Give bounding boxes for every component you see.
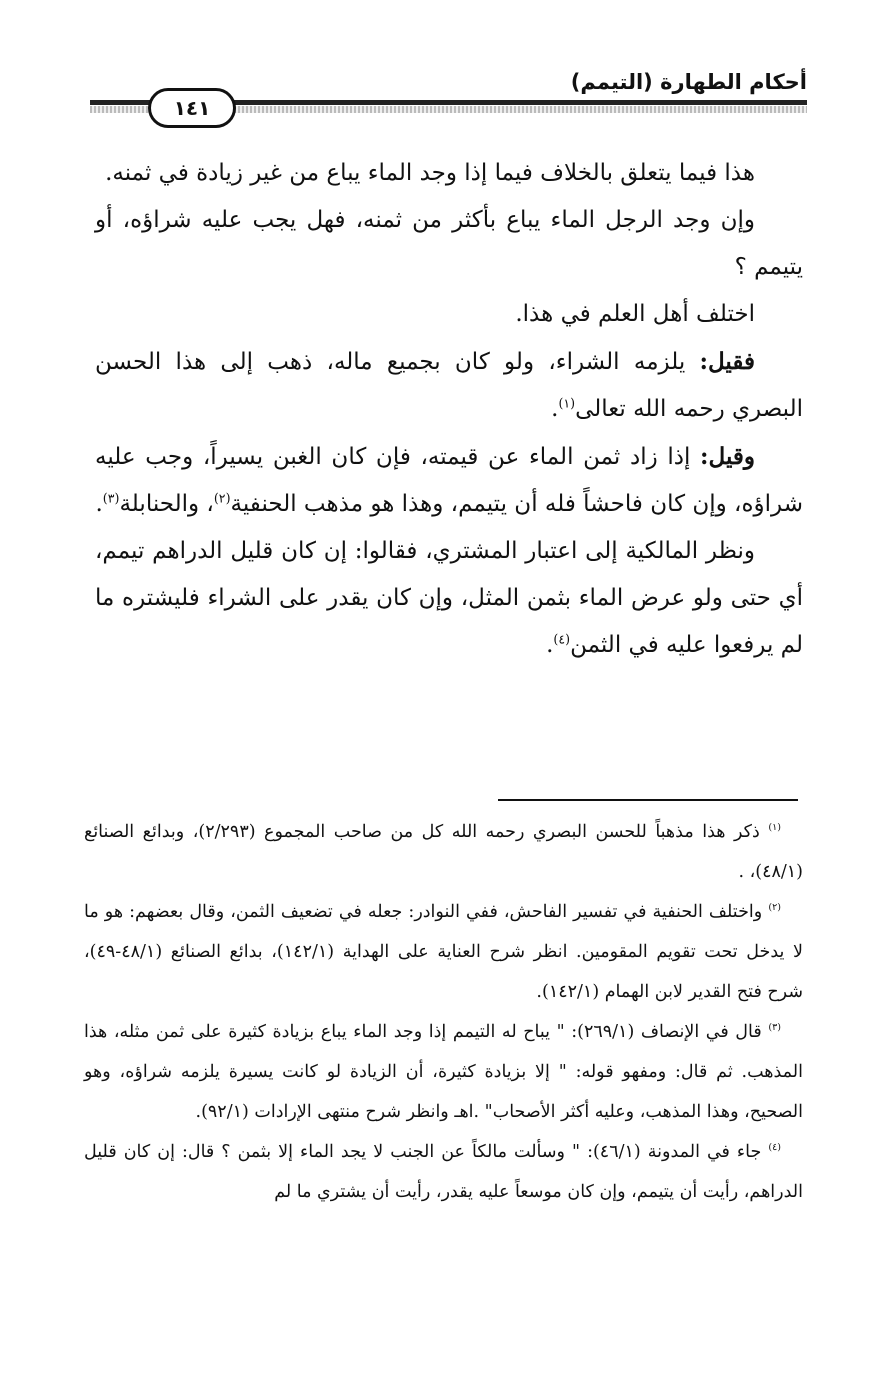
paragraph-6-text: ونظر المالكية إلى اعتبار المشتري، فقالوا: إن كان قليل الدراهم تيمم، أي حتى ولو عرض الماء بثمن المثل، وإن كان يقدر على الشراء فليشتره ما لم يرفعوا عليه في الثمن: [95, 538, 803, 658]
footnote-3: [84, 1012, 803, 1132]
paragraph-6: [95, 528, 803, 669]
footnote-ref-1: (١): [558, 395, 576, 411]
footnote-1-text: ذكر هذا مذهباً للحسن البصري رحمه الله كل من صاحب المجموع (٢/٢٩٣)، وبدائع الصنائع (٤٨/١)، .: [84, 822, 803, 882]
footnote-4-ref: (٤): [768, 1142, 781, 1154]
running-header-title: أحكام الطهارة (التيمم): [570, 70, 807, 94]
footnote-4: [84, 1132, 803, 1212]
paragraph-1: هذا فيما يتعلق بالخلاف فيما إذا وجد الماء يباع من غير زيادة في ثمنه.: [105, 160, 755, 186]
paragraph-4-text: يلزمه الشراء، ولو كان بجميع ماله، ذهب إلى هذا الحسن البصري رحمه الله تعالى: [95, 349, 803, 422]
footnote-3-ref: (٣): [768, 1022, 781, 1034]
paragraph-4-end: .: [551, 396, 559, 422]
paragraph-5-text-b: ، والحنابلة: [119, 491, 214, 517]
paragraph-2: وإن وجد الرجل الماء يباع بأكثر من ثمنه، فهل يجب عليه شراؤه، أو يتيمم ؟: [95, 207, 803, 280]
paragraph-5: [95, 433, 803, 528]
footnote-1: [84, 812, 803, 892]
footnote-2-text: واختلف الحنفية في تفسير الفاحش، ففي النوادر: جعله في تضعيف الثمن، وقال بعضهم: هو ما لا يدخل تحت تقويم المقومين. انظر شرح العناية على الهداية (١٤٢/١)، بدائع الصنائع (٤٨/١-٤٩)، شرح فتح القدير لابن الهمام (١٤٢/١).: [84, 902, 804, 1002]
footnote-separator: [498, 799, 798, 801]
paragraph-5-label: وقيل:: [700, 443, 755, 470]
footnote-3-text: قال في الإنصاف (٢٦٩/١): " يباح له التيمم إذا وجد الماء يباع بزيادة كثيرة على ثمن مثله، هذا المذهب. ثم قال: ومفهو قوله: " إلا بزيادة كثيرة، أن الزيادة لو كانت يسيرة يلزمه شراؤه، وهو الصحيح، وهذا المذهب، وعليه أكثر الأصحاب" .اهـ وانظر شرح منتهى الإرادات (٩٢/١).: [84, 1022, 803, 1122]
main-text: [95, 150, 803, 669]
footnote-2-ref: (٢): [768, 902, 781, 914]
paragraph-6-end: .: [546, 632, 554, 658]
footnote-ref-4: (٤): [553, 631, 571, 647]
paragraph-5-text-a: إذا زاد ثمن الماء عن قيمته، فإن كان الغبن يسيراً، وجب عليه شراؤه، وإن كان فاحشاً فله أن يتيمم، وهذا هو مذهب الحنفية: [95, 444, 803, 517]
page-number-badge: [148, 88, 236, 128]
paragraph-3: اختلف أهل العلم في هذا.: [515, 301, 755, 327]
footnote-ref-3: (٣): [102, 490, 120, 506]
footnote-2: [84, 892, 803, 1012]
page-number: ١٤١: [173, 96, 211, 120]
paragraph-5-end: .: [95, 491, 103, 517]
footnote-4-text: جاء في المدونة (٤٦/١): " وسألت مالكاً عن الجنب لا يجد الماء إلا بثمن ؟ قال: إن كان قليل الدراهم، رأيت أن يتيمم، وإن كان موسعاً عليه يقدر، رأيت أن يشتري ما لم: [84, 1142, 803, 1202]
paragraph-4-label: فقيل:: [699, 348, 755, 375]
footnote-ref-2: (٢): [213, 490, 231, 506]
paragraph-4: [95, 338, 803, 433]
footnote-1-ref: (١): [768, 822, 781, 834]
footnotes: [84, 812, 803, 1212]
